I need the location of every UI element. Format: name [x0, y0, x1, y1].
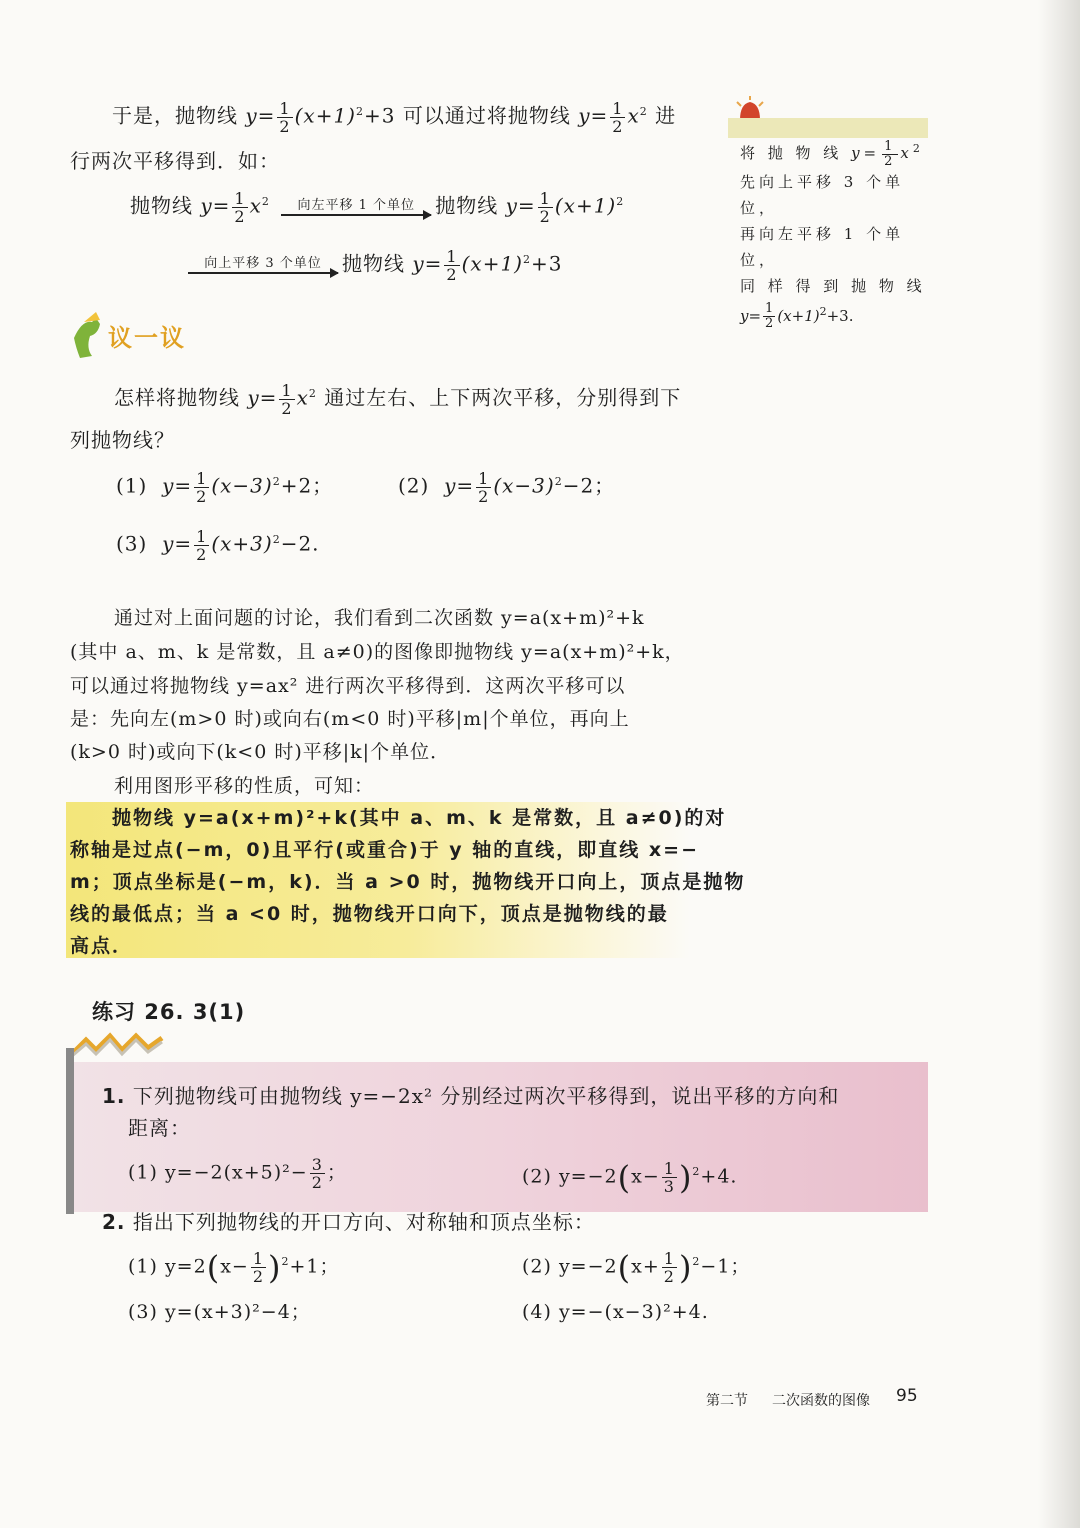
- item-tail: ；: [326, 1161, 347, 1184]
- discuss-item-1: [116, 466, 333, 505]
- math-plus3: +3: [530, 251, 563, 276]
- superscript-2: 2: [639, 105, 648, 118]
- frac-den: 2: [478, 486, 490, 506]
- transform-arrow-up: [188, 256, 338, 274]
- question-text: 怎样将抛物线: [114, 385, 248, 410]
- frac-den: 2: [765, 316, 774, 331]
- exercise-q2: [102, 1206, 595, 1238]
- note-text: 将 抛 物 线: [740, 144, 852, 162]
- superscript: 2: [912, 142, 924, 155]
- theorem-line-5: 高点．: [70, 935, 134, 957]
- margin-note-line-1: [728, 118, 928, 169]
- superscript: 2: [692, 1165, 701, 1178]
- theorem-line-4: 线的最低点；当 a <0 时，抛物线开口向下，顶点是抛物线的最: [70, 903, 669, 925]
- fraction-half: [232, 190, 247, 225]
- margin-note-line-2: 先向上平移 3 个单位，: [740, 172, 905, 217]
- math-y: y=: [412, 251, 443, 276]
- frac-num-2: 1: [612, 98, 624, 118]
- exercise-q1-item-1: [128, 1156, 347, 1191]
- intro-text-2: 可以通过将抛物线: [395, 103, 579, 128]
- frac-num: 1: [234, 188, 246, 208]
- discuss-question: [114, 378, 681, 417]
- exercise-q1-cont: 距离：: [128, 1116, 191, 1140]
- frac-num: 1: [252, 1248, 265, 1268]
- math-plus3: +3: [363, 103, 396, 128]
- frac-den: 2: [196, 486, 208, 506]
- item-tail: +1；: [289, 1255, 340, 1278]
- exercise-q1-item-2: (2) y=−2(x− $\frac{1}{3}$ )$^2$+4.: [522, 1158, 738, 1197]
- parabola-word: 抛物线: [435, 193, 506, 218]
- question-text: 下列抛物线可由抛物线 y=−2x² 分别经过两次平移得到，说出平移的方向和: [132, 1084, 840, 1108]
- exercise-q2-item-1: (1) y=2(x− $\frac{1}{2}$ )$^2$+1；: [128, 1248, 340, 1287]
- page-edge-shadow: [1038, 0, 1080, 1528]
- question-text: 指出下列抛物线的开口方向、对称轴和顶点坐标：: [132, 1210, 595, 1234]
- superscript: 2: [616, 195, 625, 208]
- superscript: 2: [522, 253, 531, 266]
- math-tail: +2；: [280, 473, 334, 498]
- item-number: (2): [398, 473, 430, 498]
- math-y: y=: [444, 473, 475, 498]
- fraction-half-2: [610, 100, 625, 135]
- math-y: y=: [245, 103, 276, 128]
- frac-num: 1: [765, 301, 774, 316]
- superscript: 2: [261, 195, 270, 208]
- arrow-label: 向左平移 1 个单位: [297, 198, 416, 214]
- superscript: 2: [692, 1255, 701, 1268]
- frac-num: 1: [446, 246, 458, 266]
- superscript: 2: [272, 533, 281, 546]
- superscript: 2: [308, 387, 317, 400]
- frac-den: 2: [446, 264, 458, 284]
- intro-line-2: 行两次平移得到．如：: [70, 149, 280, 173]
- intro-line-1: [112, 96, 676, 135]
- frac-den: 2: [234, 206, 246, 226]
- question-number: 2.: [102, 1210, 126, 1234]
- math-y: y=: [200, 193, 231, 218]
- math-y: y=: [162, 531, 193, 556]
- body-line-1: 通过对上面问题的讨论，我们看到二次函数 y=a(x+m)²+k: [114, 607, 645, 629]
- superscript: 2: [355, 105, 364, 118]
- frac-den: 2: [539, 206, 551, 226]
- discuss-item-2: [398, 466, 615, 505]
- frac-den: 2: [884, 153, 897, 169]
- body-line-5: (k>0 时)或向下(k<0 时)平移|k|个单位．: [70, 741, 451, 763]
- math-y: y=: [162, 473, 193, 498]
- math-expr: (x+1): [461, 251, 523, 276]
- superscript: 2: [819, 304, 827, 318]
- math-y-2: y=: [578, 103, 609, 128]
- margin-note-line-4: 同 样 得 到 抛 物 线: [740, 276, 926, 295]
- margin-note-line-3: 再向左平移 1 个单位，: [740, 224, 905, 269]
- parabola-word: 抛物线: [342, 251, 413, 276]
- item-expr: (2) y=−2: [522, 1165, 618, 1188]
- fraction-half: [763, 302, 775, 331]
- note-tail: +3.: [826, 306, 854, 325]
- margin-note: [728, 118, 928, 331]
- fraction-half: [194, 528, 209, 563]
- frac-den: 3: [663, 1176, 675, 1196]
- superscript: 2: [554, 475, 563, 488]
- item-expr: (1) y=−2(x+5)²−: [128, 1161, 308, 1184]
- exercise-q2-item-2: (2) y=−2(x+ $\frac{1}{2}$ )$^2$−1；: [522, 1248, 751, 1287]
- math-expr: (x+1): [294, 103, 356, 128]
- math-expr: (x−3): [211, 473, 273, 498]
- math-x: x: [900, 144, 913, 162]
- body-line-4: 是：先向左(m>0 时)或向右(m<0 时)平移|m|个单位，再向上: [70, 708, 630, 730]
- math-expr: (x+3): [211, 531, 273, 556]
- fraction: [310, 1156, 325, 1191]
- frac-den: 2: [196, 544, 208, 564]
- frac-num: 3: [311, 1155, 323, 1174]
- frac-num: 1: [196, 468, 208, 488]
- derivation-step-2: [188, 244, 562, 283]
- item-number: (3): [116, 531, 148, 556]
- frac-num: 1: [663, 1248, 675, 1268]
- footer-section: 第二节: [706, 1393, 748, 1409]
- item-inner: x+: [631, 1255, 660, 1278]
- exercise-q2-item-3: (3) y=(x+3)²−4；: [128, 1301, 311, 1323]
- frac-den: 2: [281, 398, 293, 418]
- math-tail: −2；: [562, 473, 616, 498]
- frac-den: 2: [279, 116, 291, 136]
- fraction: [662, 1250, 677, 1285]
- theorem-line-2: 称轴是过点(−m，0)且平行(或重合)于 y 轴的直线，即直线 x=−: [70, 839, 699, 861]
- math-y: y=: [247, 385, 278, 410]
- body-line-6: 利用图形平移的性质，可知：: [114, 775, 375, 797]
- body-line-3: 可以通过将抛物线 y=ax² 进行两次平移得到．这两次平移可以: [70, 675, 626, 697]
- frac-num: 1: [281, 380, 293, 400]
- item-expr: (2) y=−2: [522, 1255, 618, 1278]
- fraction: [662, 1160, 677, 1195]
- footer-chapter: 二次函数的图像: [772, 1393, 870, 1409]
- fraction: [251, 1250, 266, 1285]
- arrow-line-icon: [188, 272, 338, 274]
- item-expr: (1) y=2: [128, 1255, 207, 1278]
- zigzag-decoration-icon: [66, 1028, 166, 1058]
- item-inner: x−: [220, 1255, 249, 1278]
- math-tail: −2.: [280, 531, 320, 556]
- frac-num: 1: [196, 526, 208, 546]
- question-text-2: 通过左右、上下两次平移，分别得到下: [316, 385, 682, 410]
- math-y: y=: [740, 306, 762, 325]
- exercise-title: 练习 26. 3(1): [92, 1000, 246, 1024]
- fraction-half: [444, 248, 459, 283]
- parabola-word: 抛物线: [130, 193, 201, 218]
- frac-num: 1: [884, 138, 897, 154]
- math-x: x: [627, 103, 640, 128]
- fraction-half: [279, 382, 294, 417]
- margin-note-line-5: [728, 299, 928, 332]
- math-expr: (x+1): [777, 306, 820, 325]
- fraction-half: [476, 470, 491, 505]
- superscript: 2: [281, 1255, 290, 1268]
- discuss-item-3: [116, 524, 320, 563]
- theorem-line-1: 抛物线 y=a(x+m)²+k(其中 a、m、k 是常数，且 a≠0)的对: [112, 807, 727, 829]
- frac-den: 2: [252, 1266, 265, 1286]
- frac-num: 1: [279, 98, 291, 118]
- superscript: 2: [272, 475, 281, 488]
- frac-den: 2: [663, 1266, 675, 1286]
- fraction-half: [277, 100, 292, 135]
- exercise-side-bar: [66, 1048, 74, 1214]
- derivation-step-1: [130, 186, 624, 225]
- frac-num: 1: [663, 1158, 675, 1178]
- discuss-question-cont: 列抛物线？: [70, 428, 175, 452]
- frac-den: 2: [311, 1173, 323, 1192]
- theorem-highlight-box: [66, 802, 746, 958]
- frac-den-2: 2: [612, 116, 624, 136]
- fraction-half: [194, 470, 209, 505]
- frac-num: 1: [539, 188, 551, 208]
- discuss-title: 议一议: [108, 324, 186, 352]
- intro-text: 于是，抛物线: [112, 103, 246, 128]
- question-number: 1.: [102, 1084, 126, 1108]
- math-expr: (x+1): [554, 193, 617, 218]
- math-x: x: [296, 385, 309, 410]
- transform-arrow-left: [281, 198, 431, 216]
- fraction-half: [538, 190, 553, 225]
- page-number: 95: [896, 1386, 918, 1406]
- math-y: y=: [851, 144, 881, 162]
- exercise-q2-item-4: (4) y=−(x−3)²+4.: [522, 1301, 709, 1323]
- math-x: x: [249, 193, 262, 218]
- item-inner: x−: [631, 1165, 660, 1188]
- intro-text-3: 进: [647, 103, 677, 128]
- arrow-label: 向上平移 3 个单位: [204, 256, 322, 272]
- exercise-q1: [102, 1080, 839, 1112]
- arrow-line-icon: [281, 214, 431, 216]
- item-tail: +4.: [700, 1165, 738, 1188]
- fraction-half: [882, 140, 898, 169]
- theorem-line-3: m；顶点坐标是(−m，k)．当 a >0 时，抛物线开口向上，顶点是抛物: [70, 871, 746, 893]
- math-expr: (x−3): [493, 473, 555, 498]
- math-y: y=: [505, 193, 536, 218]
- item-tail: −1；: [700, 1255, 751, 1278]
- body-line-2: (其中 a、m、k 是常数，且 a≠0)的图像即抛物线 y=a(x+m)²+k，: [70, 641, 685, 663]
- frac-num: 1: [478, 468, 490, 488]
- item-number: (1): [116, 473, 148, 498]
